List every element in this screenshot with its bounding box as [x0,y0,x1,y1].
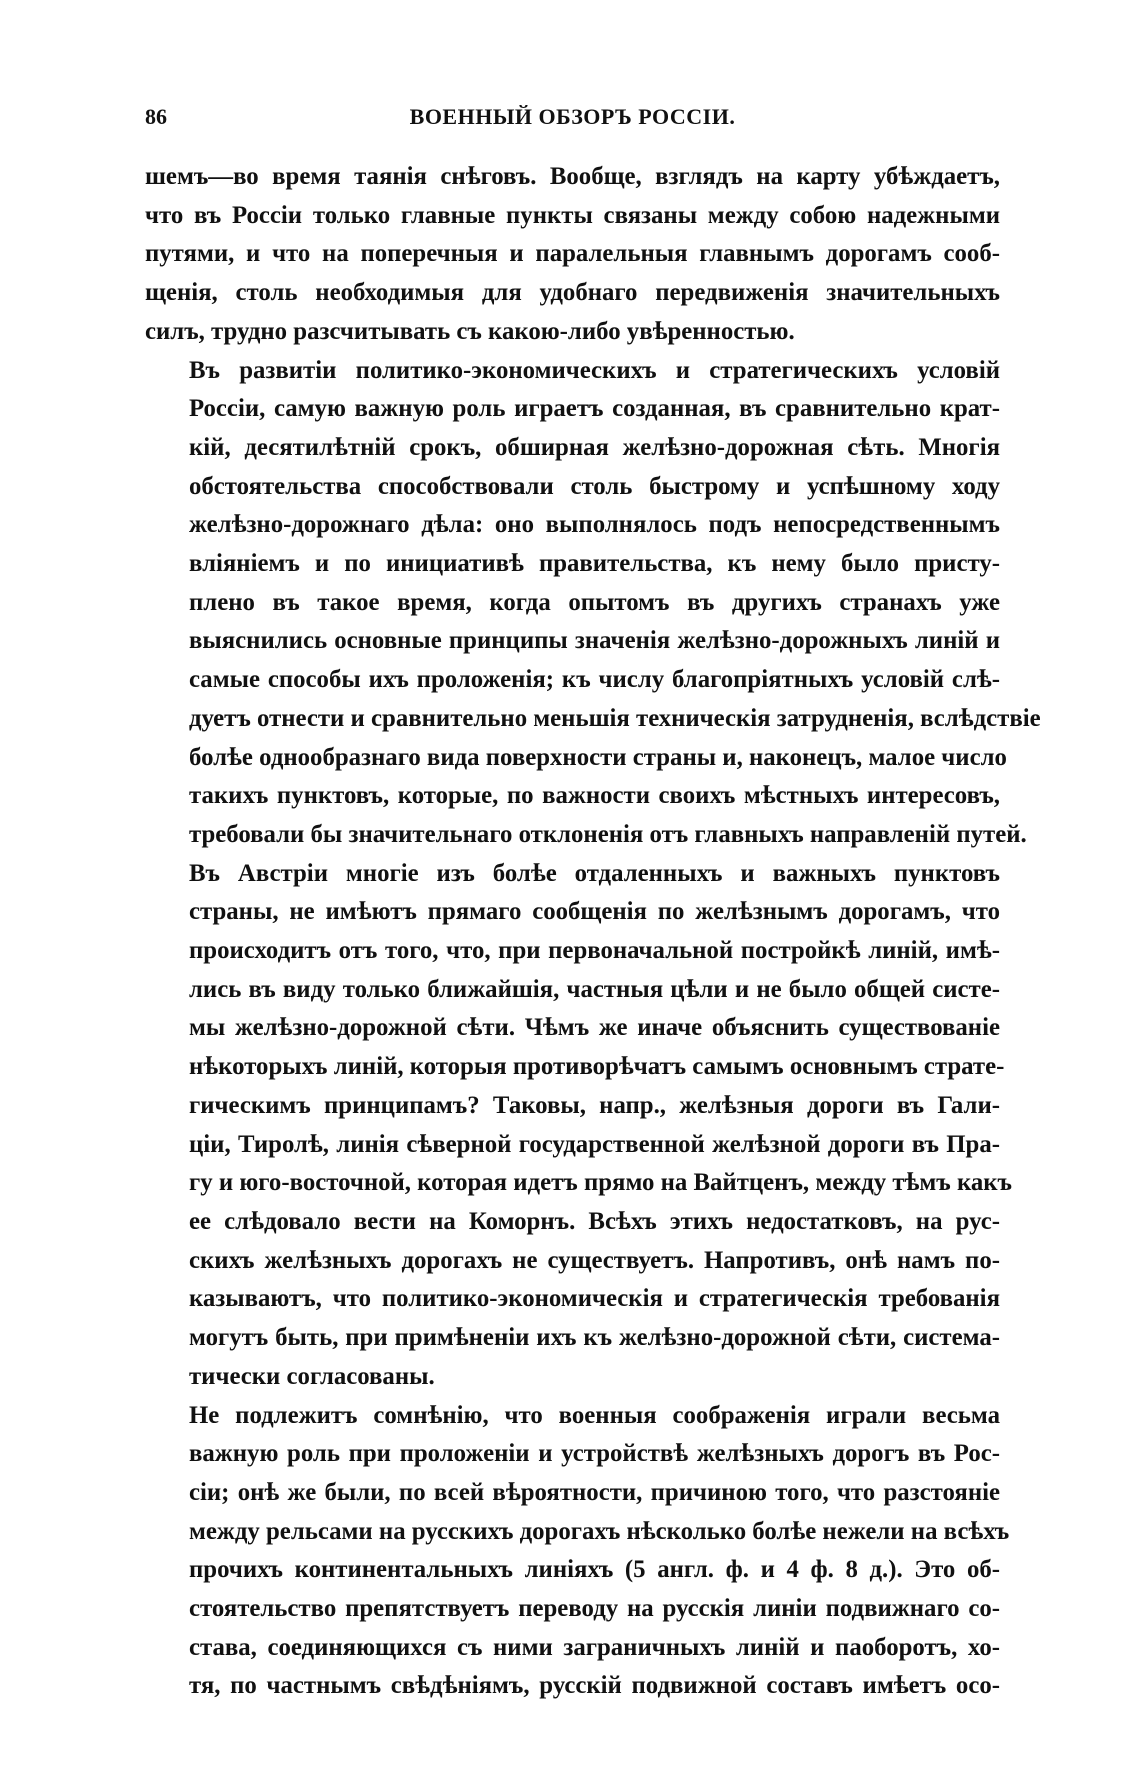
body-text [145,158,1041,1706]
text-line: гическимъ принципамъ? Таковы, напр., желѣзныя дороги въ Гали- [189,1091,1000,1119]
text-line: ціи, Тиролѣ, линія сѣверной государственной желѣзной дороги въ Пра- [189,1130,1000,1158]
text-line: казываютъ, что политико-экономическія и стратегическія требованія [189,1285,1000,1313]
text-line: самые способы ихъ проложенія; къ числу благопріятныхъ условій слѣ- [189,666,1000,694]
text-line: Россіи, самую важную роль играетъ созданная, въ сравнительно крат- [189,395,1000,423]
text-line: важную роль при проложеніи и устройствѣ желѣзныхъ дорогъ въ Рос- [189,1440,1000,1468]
text-line: прочихъ континентальныхъ линіяхъ (5 англ. ф. и 4 ф. 8 д.). Это об- [189,1556,1000,1584]
text-line: страны, не имѣютъ прямаго сообщенія по желѣзнымъ дорогамъ, что [189,898,1000,926]
text-line: лись въ виду только ближайшія, частныя цѣли и не было общей систе- [189,975,1000,1003]
text-line: путями, и что на поперечныя и паралельныя главнымъ дорогамъ сооб- [145,240,1000,268]
text-line: стоятельство препятствуетъ переводу на русскія линіи подвижнаго со- [189,1595,1000,1623]
paragraph [145,1397,1010,1707]
text-line: Не подлежитъ сомнѣнію, что военныя соображенія играли весьма [189,1401,1000,1429]
text-line: происходитъ отъ того, что, при первоначальной постройкѣ линій, имѣ- [189,937,1000,965]
text-line: болѣе однообразнаго вида поверхности страны и, наконецъ, малое число [189,743,1007,771]
text-line: мы желѣзно-дорожной сѣти. Чѣмъ же иначе объяснить существованіе [189,1014,1000,1042]
text-line: скихъ желѣзныхъ дорогахъ не существуетъ. Напротивъ, онѣ намъ по- [189,1246,1000,1274]
text-line: нѣкоторыхъ линій, которыя противорѣчатъ самымъ основнымъ страте- [189,1053,1005,1081]
text-line: Въ Австріи многіе изъ болѣе отдаленныхъ и важныхъ пунктовъ [189,859,1000,887]
page-header [145,104,1000,136]
text-line: тически согласованы. [189,1362,435,1390]
paragraph [145,855,1013,1397]
text-line: ее слѣдовало вести на Коморнъ. Всѣхъ этихъ недостатковъ, на рус- [189,1207,1000,1235]
text-line: шемъ—во время таянія снѣговъ. Вообще, взглядъ на карту убѣждаетъ, [145,163,1000,190]
running-title: ВОЕННЫЙ ОБЗОРЪ РОССІИ. [409,104,736,129]
text-line: плено въ такое время, когда опытомъ въ другихъ странахъ уже [189,588,1000,616]
text-line: желѣзно-дорожнаго дѣла: оно выполнялось подъ непосредственнымъ [189,511,1000,539]
text-line: гу и юго-восточной, которая идетъ прямо на Вайтценъ, между тѣмъ какъ [189,1169,1013,1197]
text-line: требовали бы значительнаго отклоненія отъ главныхъ направленій путей. [189,820,1027,848]
text-line: могутъ быть, при примѣненіи ихъ къ желѣзно-дорожной сѣти, система- [189,1324,1000,1352]
text-line: вліяніемъ и по инициативѣ правительства, къ нему было присту- [189,550,1000,578]
text-line: щенія, столь необходимыя для удобнаго передвиженія значительныхъ [145,279,1000,307]
page-number: 86 [145,104,167,129]
text-line: кій, десятилѣтній срокъ, обширная желѣзно-дорожная сѣть. Многія [189,433,1000,461]
paragraph [145,352,1041,855]
text-line: Въ развитіи политико-экономическихъ и стратегическихъ условій [189,356,1000,384]
text-line: тя, по частнымъ свѣдѣніямъ, русскій подвижной составъ имѣетъ осо- [189,1672,1000,1700]
text-line: дуетъ отнести и сравнительно меньшія техническія затрудненія, вслѣдствіе [189,704,1041,732]
text-line: обстоятельства способствовали столь быстрому и успѣшному ходу [189,472,1000,500]
text-line: силъ, трудно разсчитывать съ какою-либо увѣренностью. [145,317,795,345]
text-line: выяснились основные принципы значенія желѣзно-дорожныхъ линій и [189,627,1000,655]
paragraph [145,158,1000,352]
text-line: что въ Россіи только главные пункты связаны между собою надежными [145,201,1000,229]
text-line: такихъ пунктовъ, которые, по важности своихъ мѣстныхъ интересовъ, [189,782,1000,810]
text-line: сіи; онѣ же были, по всей вѣроятности, причиною того, что разстояніе [189,1478,1000,1506]
text-line: между рельсами на русскихъ дорогахъ нѣсколько болѣе нежели на всѣхъ [189,1517,1010,1545]
text-line: става, соединяющихся съ ними заграничныхъ линій и паоборотъ, хо- [189,1633,1000,1661]
